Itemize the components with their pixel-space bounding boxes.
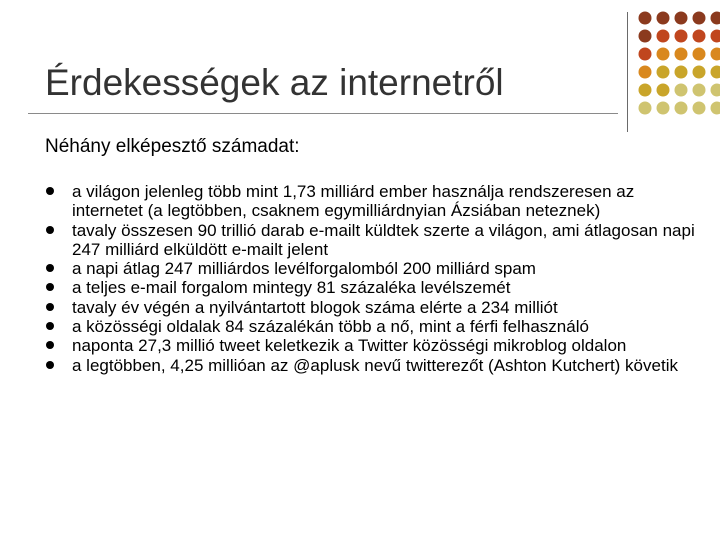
- decorative-dot: [657, 66, 670, 79]
- bullet-text: a közösségi oldalak 84 százalékán több a nő, mint a férfi felhasználó: [72, 317, 589, 337]
- bullet-text: a teljes e-mail forgalom mintegy 81 százaléka levélszemét: [72, 278, 511, 298]
- decorative-dot: [693, 12, 706, 25]
- decorative-dot: [675, 102, 688, 115]
- slide-title: Érdekességek az internetről: [45, 62, 504, 103]
- bullet-dot-icon: [46, 361, 54, 369]
- decorative-dot: [675, 12, 688, 25]
- bullet-text: a világon jelenleg több mint 1,73 milliárd ember használja rendszeresen az internetet (a legtöbben, csaknem egymilliárdnyian Ázsiában neteznek): [72, 182, 635, 221]
- decorative-dot: [711, 12, 720, 25]
- decorative-dot: [693, 66, 706, 79]
- bullet-dot-icon: [46, 264, 54, 272]
- decorative-dot: [675, 48, 688, 61]
- decorative-dot-grid: [637, 10, 720, 130]
- vertical-divider: [627, 12, 628, 132]
- decorative-dot: [657, 12, 670, 25]
- decorative-dot: [675, 30, 688, 43]
- bullet-item: [45, 356, 705, 375]
- decorative-dot: [639, 102, 652, 115]
- decorative-dot: [657, 48, 670, 61]
- bullet-text: tavaly év végén a nyilvántartott blogok száma elérte a 234 milliót: [72, 297, 558, 317]
- decorative-dot: [675, 66, 688, 79]
- decorative-dot: [639, 84, 652, 97]
- bullet-dot-icon: [46, 283, 54, 291]
- title-underline: [28, 113, 618, 114]
- bullet-text: a napi átlag 247 milliárdos levélforgalomból 200 milliárd spam: [72, 259, 536, 279]
- decorative-dot: [675, 84, 688, 97]
- decorative-dot: [693, 30, 706, 43]
- decorative-dot: [693, 84, 706, 97]
- bullet-item: [45, 336, 705, 355]
- bullet-dot-icon: [46, 322, 54, 330]
- decorative-dot: [711, 48, 720, 61]
- bullet-text: naponta 27,3 millió tweet keletkezik a Twitter közösségi mikroblog oldalon: [72, 336, 627, 356]
- bullet-item: [45, 259, 705, 278]
- bullet-item: [45, 298, 705, 317]
- bullet-item: [45, 182, 705, 221]
- slide-subtitle: Néhány elképesztő számadat:: [45, 136, 300, 157]
- decorative-dot: [657, 102, 670, 115]
- decorative-dot: [639, 12, 652, 25]
- bullet-text: a legtöbben, 4,25 millióan az @aplusk nevű twitterezőt (Ashton Kutchert) követik: [72, 355, 678, 375]
- bullet-dot-icon: [46, 341, 54, 349]
- bullet-dot-icon: [46, 226, 54, 234]
- decorative-dot: [639, 30, 652, 43]
- decorative-dot: [657, 84, 670, 97]
- bullet-item: [45, 317, 705, 336]
- decorative-dot: [657, 30, 670, 43]
- bullet-item: [45, 278, 705, 297]
- decorative-dot: [711, 66, 720, 79]
- decorative-dot: [693, 48, 706, 61]
- bullet-dot-icon: [46, 303, 54, 311]
- decorative-dot: [639, 48, 652, 61]
- bullet-list: [45, 182, 705, 375]
- bullet-dot-icon: [46, 187, 54, 195]
- bullet-item: [45, 221, 705, 260]
- decorative-dot: [711, 30, 720, 43]
- decorative-dot: [639, 66, 652, 79]
- decorative-dot: [711, 84, 720, 97]
- decorative-dot: [693, 102, 706, 115]
- bullet-text: tavaly összesen 90 trillió darab e-mailt küldtek szerte a világon, ami átlagosan napi 247 milliárd elküldött e-mailt jelent: [72, 220, 695, 259]
- decorative-dot: [711, 102, 720, 115]
